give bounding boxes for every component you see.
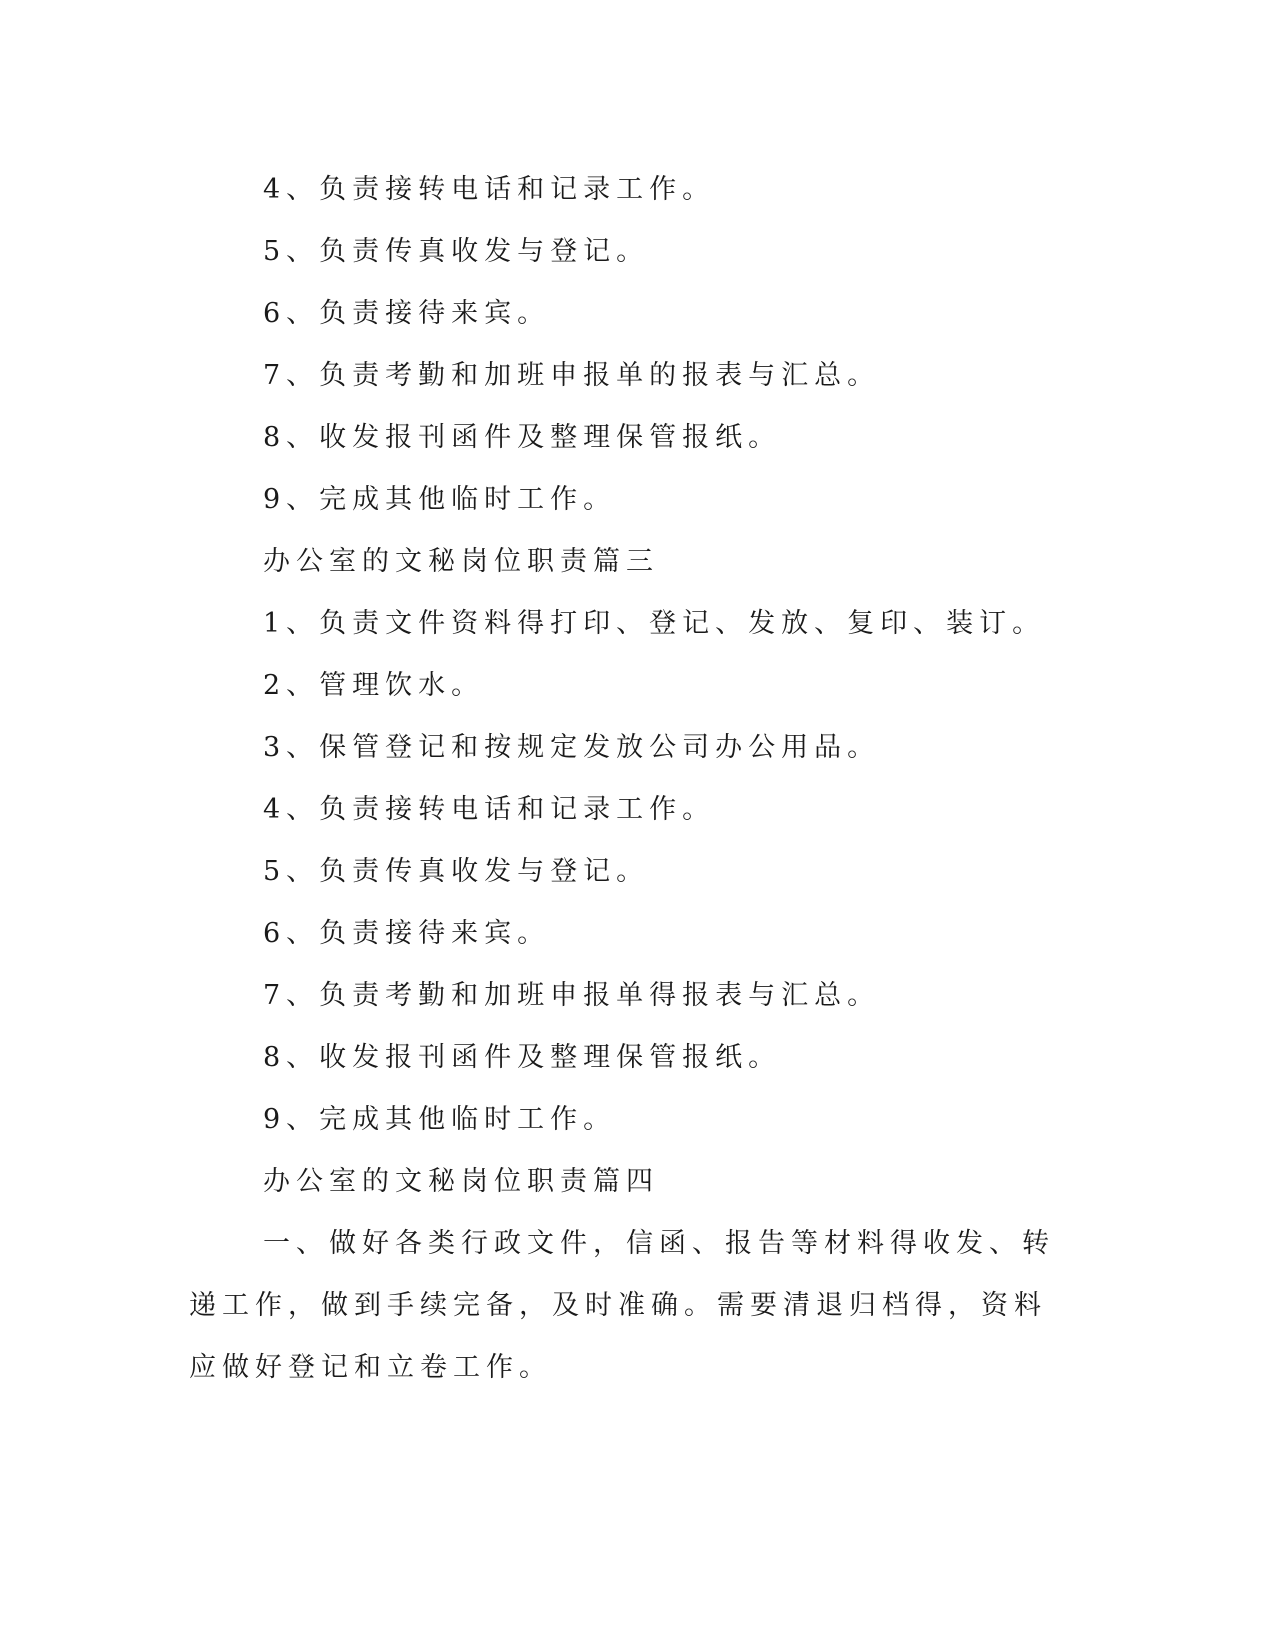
list-item: 5、负责传真收发与登记。: [263, 236, 650, 267]
list-item: 1、负责文件资料得打印、登记、发放、复印、装订。: [263, 608, 1046, 639]
list-item: 6、负责接待来宾。: [263, 298, 551, 329]
document-body: [189, 159, 1069, 1399]
section-4-paragraph: 一、做好各类行政文件，信函、报告等材料得收发、转递工作，做到手续完备，及时准确。需要清退归档得，资料应做好登记和立卷工作。: [189, 1228, 1055, 1383]
list-item: 9、完成其他临时工作。: [263, 1104, 617, 1135]
list-item: 9、完成其他临时工作。: [263, 484, 617, 515]
list-item: 4、负责接转电话和记录工作。: [263, 174, 716, 205]
section-heading-3: 办公室的文秘岗位职责篇三: [263, 546, 659, 577]
list-item: 7、负责考勤和加班申报单的报表与汇总。: [263, 360, 881, 391]
list-item: 3、保管登记和按规定发放公司办公用品。: [263, 732, 881, 763]
list-item: 6、负责接待来宾。: [263, 918, 551, 949]
list-item: 2、管理饮水。: [263, 670, 485, 701]
list-item: 8、收发报刊函件及整理保管报纸。: [263, 1042, 782, 1073]
list-item: 5、负责传真收发与登记。: [263, 856, 650, 887]
section-heading-4: 办公室的文秘岗位职责篇四: [263, 1166, 659, 1197]
list-item: 8、收发报刊函件及整理保管报纸。: [263, 422, 782, 453]
list-item: 7、负责考勤和加班申报单得报表与汇总。: [263, 980, 881, 1011]
list-item: 4、负责接转电话和记录工作。: [263, 794, 716, 825]
